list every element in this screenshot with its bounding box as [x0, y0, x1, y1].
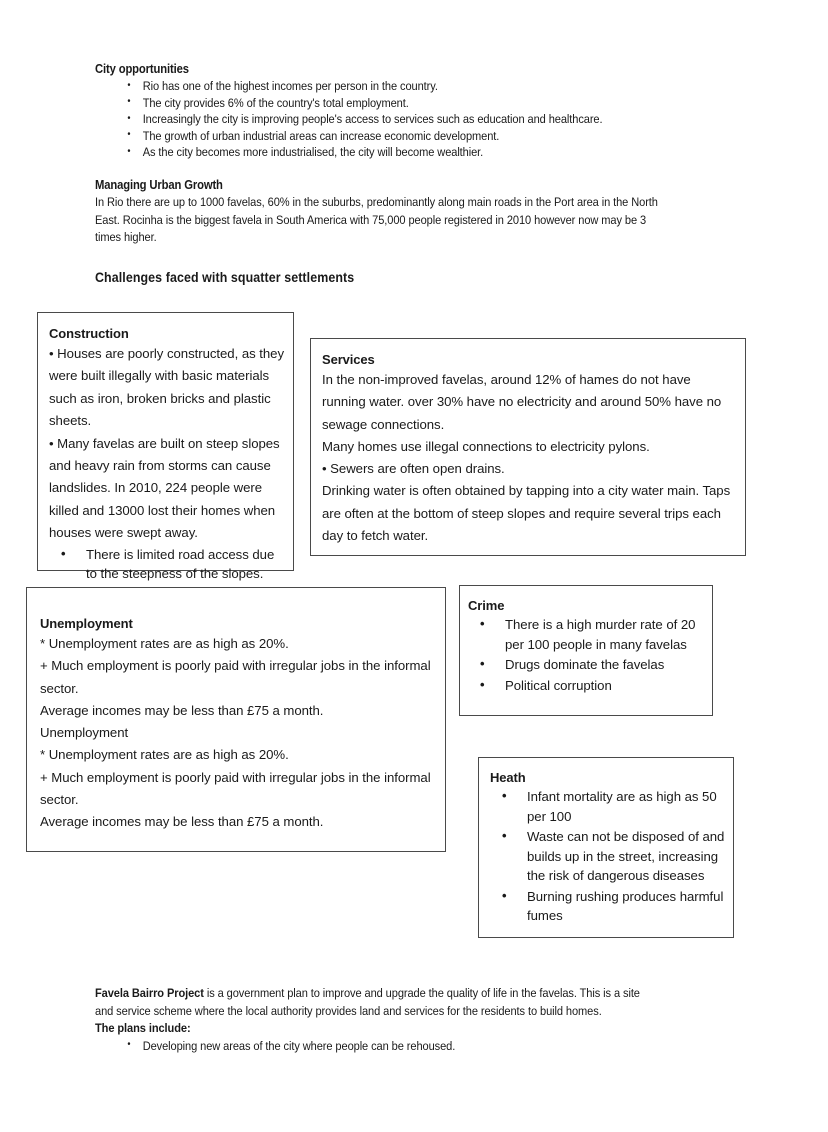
crime-box-title: Crime — [468, 598, 505, 613]
city-opportunities-section — [95, 62, 735, 161]
list-item: • Developing new areas of the city where people can be rehoused. — [95, 1038, 658, 1055]
heath-box-title: Heath — [490, 770, 526, 785]
unemployment-box — [26, 587, 446, 852]
favela-bairro-list — [95, 1038, 720, 1055]
favela-bairro-plans-heading: The plans include: — [95, 1021, 191, 1035]
services-box-title: Services — [322, 352, 375, 367]
list-item: • Burning rushing produces harmful fumes — [490, 887, 725, 926]
construction-bullet-list — [49, 545, 284, 584]
list-item: • Rio has one of the highest incomes per person in the country. — [95, 78, 671, 95]
unemployment-line: + Much employment is poorly paid with irregular jobs in the informal sector. — [40, 658, 431, 696]
list-item: • There is limited road access due to the steepness of the slopes. — [49, 545, 284, 584]
list-item: • Drugs dominate the favelas — [468, 655, 704, 675]
heath-box — [478, 757, 734, 938]
construction-line: • Houses are poorly constructed, as they were built illegally with basic materials such as iron, broken bricks and plastic sheets. — [49, 346, 284, 429]
list-item: • The city provides 6% of the country's total employment. — [95, 95, 671, 112]
unemployment-line: Average incomes may be less than £75 a month. — [40, 702, 324, 718]
unemployment-line: Unemployment — [40, 725, 129, 741]
unemployment-line: * Unemployment rates are as high as 20%. — [40, 636, 289, 651]
favela-bairro-paragraph — [95, 985, 658, 1020]
city-opportunities-title: City opportunities — [95, 62, 189, 76]
managing-urban-growth-paragraph: In Rio there are up to 1000 favelas, 60% in the suburbs, predominantly along main roads in the Port area in the North East. Rocinha is the biggest favela in South America with 75,000 people registered in 2010 however now may be 3 times higher. — [95, 195, 658, 244]
services-box — [310, 338, 746, 556]
construction-box — [37, 312, 294, 582]
unemployment-line: + Much employment is poorly paid with irregular jobs in the informal sector. — [40, 769, 431, 808]
crime-box — [459, 585, 713, 716]
heath-bullet-list — [490, 787, 725, 926]
construction-box-title: Construction — [49, 326, 129, 341]
unemployment-box-title: Unemployment — [40, 616, 133, 631]
list-item: • Waste can not be disposed of and builds up in the street, increasing the risk of dangerous diseases — [490, 827, 725, 886]
services-line: In the non-improved favelas, around 12% of hames do not have running water. over 30% have no electricity and around 50% have no sewage connections. — [322, 372, 722, 432]
list-item: • As the city becomes more industrialised, the city will become wealthier. — [95, 144, 671, 161]
favela-bairro-section — [95, 985, 720, 1054]
services-line: • Sewers are often open drains. — [322, 461, 505, 477]
services-line: Many homes use illegal connections to electricity pylons. — [322, 438, 650, 454]
list-item: • Increasingly the city is improving people's access to services such as education and healthcare. — [95, 111, 671, 128]
managing-urban-growth-section — [95, 178, 727, 247]
construction-line: • Many favelas are built on steep slopes and heavy rain from storms can cause landslides. In 2010, 224 people were killed and 13000 lost their homes when houses were swept away. — [49, 435, 280, 541]
list-item: • There is a high murder rate of 20 per 100 people in many favelas — [468, 615, 704, 654]
favela-bairro-lead-rest: is a government plan to improve and upgrade the quality of life in the favelas. This is a site and service scheme where the local authority provides land and services for the residents to build homes. — [95, 986, 640, 1018]
unemployment-line: Average incomes may be less than £75 a month. — [40, 814, 324, 830]
crime-bullet-list — [468, 615, 704, 695]
managing-urban-growth-title: Managing Urban Growth — [95, 178, 223, 192]
challenges-heading: Challenges faced with squatter settlements — [95, 270, 355, 285]
list-item: • Infant mortality are as high as 50 per 100 — [490, 787, 725, 826]
favela-bairro-lead-bold: Favela Bairro Project — [95, 986, 204, 1000]
list-item: • Political corruption — [468, 676, 704, 696]
services-line: Drinking water is often obtained by tapping into a city water main. Taps are often at the bottom of steep slopes and require several trips each day to fetch water. — [322, 483, 731, 544]
unemployment-line: * Unemployment rates are as high as 20%. — [40, 747, 289, 763]
list-item: • The growth of urban industrial areas can increase economic development. — [95, 128, 671, 145]
city-opportunities-list — [95, 78, 735, 161]
